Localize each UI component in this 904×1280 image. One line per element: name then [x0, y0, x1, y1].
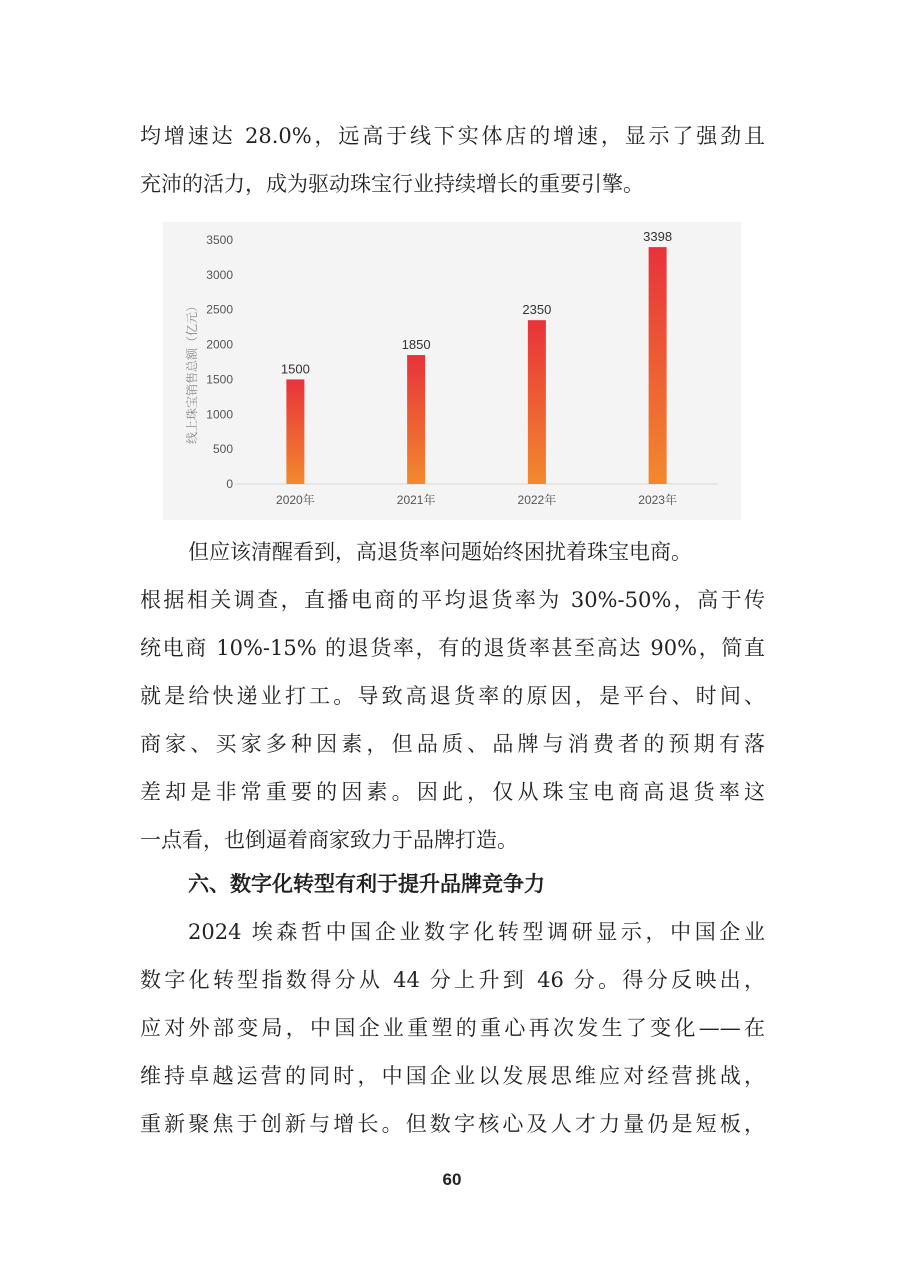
bar-chart	[163, 222, 741, 520]
y-tick-label: 1000	[206, 407, 233, 422]
paragraph-line: 根据相关调查，直播电商的平均退货率为 30%-50%，高于传	[140, 588, 765, 612]
paragraph-line: 就是给快递业打工。导致高退货率的原因，是平台、时间、	[140, 684, 765, 708]
paragraph-line: 应对外部变局，中国企业重塑的重心再次发生了变化——在	[140, 1016, 765, 1040]
y-tick-label: 500	[212, 442, 233, 457]
x-tick-label: 2022年	[517, 493, 557, 507]
y-tick-label: 3500	[206, 233, 233, 247]
x-tick-label: 2023年	[638, 493, 677, 507]
bar	[407, 355, 425, 484]
y-tick-label: 0	[226, 477, 233, 491]
paragraph-line: 一点看，也倒逼着商家致力于品牌打造。	[140, 828, 518, 852]
paragraph-line: 但应该清醒看到，高退货率问题始终困扰着珠宝电商。	[188, 540, 692, 564]
bar-data-label: 1500	[280, 361, 310, 377]
x-tick-label: 2021年	[396, 493, 436, 507]
bar	[528, 320, 546, 484]
y-tick-label: 2500	[206, 302, 233, 317]
paragraph-line: 统电商 10%-15% 的退货率，有的退货率甚至高达 90%，简直	[140, 636, 765, 660]
paragraph-line: 2024 埃森哲中国企业数字化转型调研显示，中国企业	[188, 920, 765, 944]
y-tick-label: 1500	[206, 372, 233, 387]
bar-data-label: 3398	[643, 229, 673, 245]
paragraph-line: 均增速达 28.0%，远高于线下实体店的增速，显示了强劲且	[140, 124, 765, 148]
paragraph-line: 维持卓越运营的同时，中国企业以发展思维应对经营挑战，	[140, 1064, 765, 1088]
paragraph-line: 充沛的活力，成为驱动珠宝行业持续增长的重要引擎。	[140, 172, 644, 196]
online-jewelry-sales-chart	[163, 222, 741, 520]
y-axis-label: 线上珠宝销售总额（亿元）	[185, 299, 199, 445]
y-tick-label: 3000	[206, 267, 233, 282]
bar	[649, 247, 667, 484]
bar-data-label: 2350	[522, 302, 552, 318]
page-number: 60	[442, 1170, 462, 1189]
paragraph-line: 商家、买家多种因素，但品质、品牌与消费者的预期有落	[140, 732, 765, 756]
x-tick-label: 2020年	[276, 493, 315, 507]
paragraph-line: 差却是非常重要的因素。因此，仅从珠宝电商高退货率这	[140, 780, 765, 804]
section-heading: 六、数字化转型有利于提升品牌竞争力	[188, 872, 545, 896]
paragraph-line: 重新聚焦于创新与增长。但数字核心及人才力量仍是短板，	[140, 1112, 765, 1136]
paragraph-line: 数字化转型指数得分从 44 分上升到 46 分。得分反映出，	[140, 968, 765, 992]
bar	[286, 379, 304, 484]
y-tick-label: 2000	[206, 337, 233, 352]
bar-data-label: 1850	[401, 337, 431, 353]
